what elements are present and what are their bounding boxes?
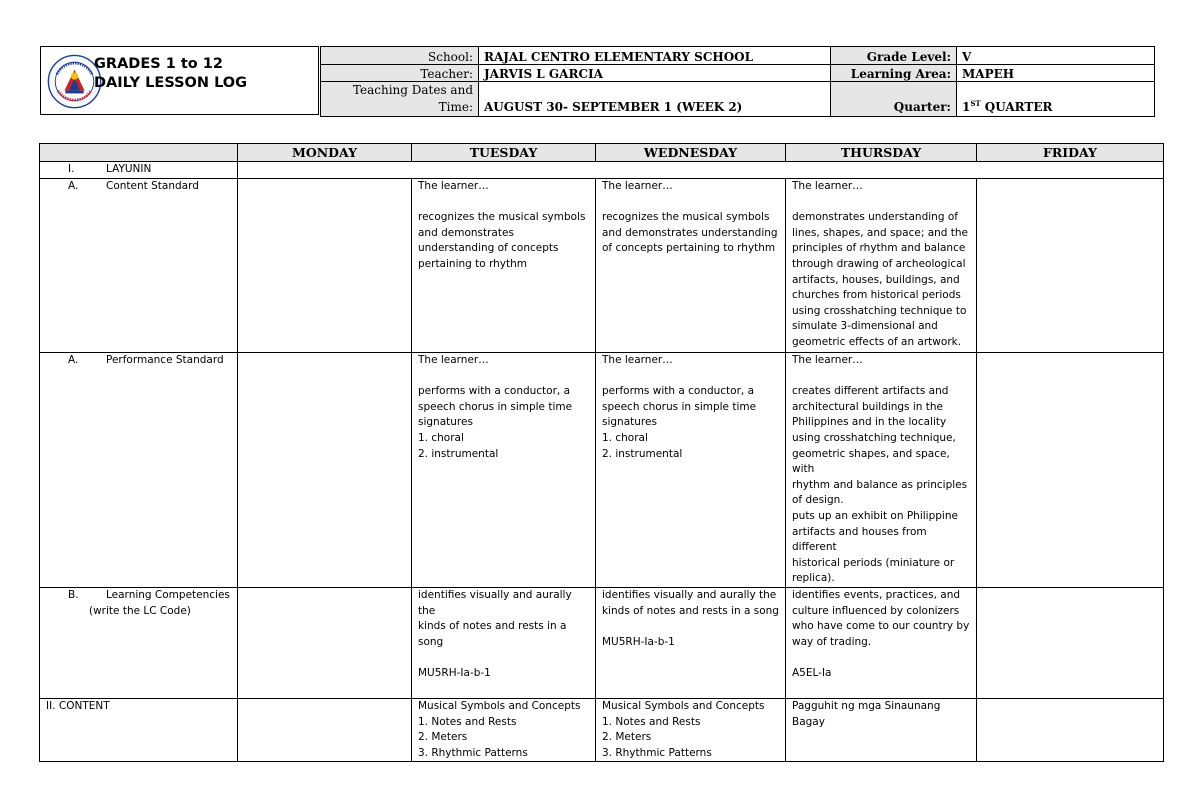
lesson-log-title-box (40, 46, 319, 115)
content-standard-wednesday-body: recognizes the musical symbols and demonstrates understanding of concepts pertaining to rhythm (602, 211, 778, 255)
layunin-span-cell (238, 162, 1164, 179)
content-standard-thursday-lead: The learner… (792, 180, 863, 192)
learning-competencies-num: B. (68, 588, 79, 601)
quarter-value (957, 82, 1155, 117)
performance-standard-friday (977, 353, 1164, 588)
teaching-dates-label-line2: Time: (438, 100, 473, 114)
learning-competencies-row (40, 587, 1164, 698)
learning-competencies-label (40, 587, 238, 698)
school-label: School: (321, 47, 479, 65)
learning-area-value: MAPEH (957, 65, 1155, 82)
day-header-monday: MONDAY (238, 144, 412, 162)
learning-competencies-tuesday-body: identifies visually and aurally the kinds of notes and rests in a song (418, 588, 572, 648)
teaching-dates-value: AUGUST 30- SEPTEMBER 1 (WEEK 2) (479, 82, 831, 117)
quarter-suffix: ST (970, 99, 981, 108)
performance-standard-label (40, 353, 238, 588)
teaching-dates-label-line1: Teaching Dates and (352, 83, 473, 97)
teacher-label: Teacher: (321, 65, 479, 82)
learning-competencies-wednesday-code: MU5RH-Ia-b-1 (602, 635, 675, 648)
content-standard-tuesday-body: recognizes the musical symbols and demonstrates understanding of concepts pertaining to rhythm (418, 211, 586, 270)
day-header-friday: FRIDAY (977, 144, 1164, 162)
content-standard-num: A. (68, 180, 79, 192)
performance-standard-wednesday (596, 353, 786, 588)
layunin-num: I. (68, 163, 75, 175)
performance-standard-thursday-lead: The learner… (792, 354, 863, 366)
content-standard-text: Content Standard (106, 180, 199, 192)
layunin-row (40, 162, 1164, 179)
performance-standard-thursday (786, 353, 977, 588)
content-tuesday: Musical Symbols and Concepts 1. Notes and Rests 2. Meters 3. Rhythmic Patterns (412, 698, 596, 761)
quarter-label: Quarter: (831, 82, 957, 117)
performance-standard-tuesday (412, 353, 596, 588)
school-value: RAJAL CENTRO ELEMENTARY SCHOOL (479, 47, 831, 65)
title-daily-lesson-log: DAILY LESSON LOG (94, 75, 248, 91)
lesson-info-table (320, 46, 1155, 117)
learning-competencies-tuesday (412, 587, 596, 698)
day-header-tuesday: TUESDAY (412, 144, 596, 162)
performance-standard-monday (238, 353, 412, 588)
layunin-label (40, 162, 238, 179)
learning-competencies-thursday-code: A5EL-Ia (792, 666, 832, 679)
content-friday (977, 698, 1164, 761)
content-standard-thursday (786, 179, 977, 353)
performance-standard-tuesday-lead: The learner… (418, 354, 489, 366)
performance-standard-text: Performance Standard (106, 354, 224, 366)
performance-standard-row (40, 353, 1164, 588)
quarter-word: QUARTER (980, 100, 1053, 114)
content-label: II. CONTENT (40, 698, 238, 761)
content-standard-tuesday (412, 179, 596, 353)
performance-standard-num: A. (68, 354, 79, 366)
performance-standard-wednesday-body: performs with a conductor, a speech chorus in simple time signatures 1. choral 2. instrumental (602, 385, 757, 460)
content-row (40, 698, 1164, 761)
day-header-blank (40, 144, 238, 162)
learning-competencies-monday (238, 587, 412, 698)
learning-competencies-wednesday (596, 587, 786, 698)
learning-competencies-text: Learning Competencies (106, 588, 230, 601)
learning-area-label: Learning Area: (831, 65, 957, 82)
learning-competencies-thursday-body: identifies events, practices, and culture influenced by colonizers who have come to our country by way of trading. (792, 588, 970, 648)
grade-level-value: V (957, 47, 1155, 65)
grade-level-label: Grade Level: (831, 47, 957, 65)
layunin-text: LAYUNIN (106, 163, 152, 175)
learning-competencies-wednesday-body: identifies visually and aurally the kinds of notes and rests in a song (602, 588, 779, 617)
day-header-row (40, 144, 1164, 162)
content-wednesday: Musical Symbols and Concepts 1. Notes and Rests 2. Meters 3. Rhythmic Patterns (596, 698, 786, 761)
teaching-dates-label (321, 82, 479, 117)
learning-competencies-friday (977, 587, 1164, 698)
learning-competencies-thursday (786, 587, 977, 698)
content-standard-tuesday-lead: The learner… (418, 180, 489, 192)
performance-standard-wednesday-lead: The learner… (602, 354, 673, 366)
daily-lesson-grid (39, 143, 1164, 762)
content-standard-wednesday-lead: The learner… (602, 180, 673, 192)
content-standard-monday (238, 179, 412, 353)
day-header-wednesday: WEDNESDAY (596, 144, 786, 162)
content-standard-label (40, 179, 238, 353)
performance-standard-thursday-body: creates different artifacts and architectural buildings in the Philippines and in the locality using crosshatching technique, geometric shapes, and space, with rhythm and balance as principles of design. puts up an exhibit on Philippine artifacts and houses from different historical periods (miniature or replica). (792, 385, 968, 585)
learning-competencies-tuesday-code: MU5RH-Ia-b-1 (418, 666, 491, 679)
day-header-thursday: THURSDAY (786, 144, 977, 162)
learning-competencies-subtext: (write the LC Code) (89, 604, 191, 617)
content-standard-friday (977, 179, 1164, 353)
content-monday (238, 698, 412, 761)
title-grades: GRADES 1 to 12 (94, 56, 223, 72)
quarter-number: 1 (962, 100, 971, 114)
teacher-value: JARVIS L GARCIA (479, 65, 831, 82)
content-standard-row (40, 179, 1164, 353)
content-standard-wednesday (596, 179, 786, 353)
performance-standard-tuesday-body: performs with a conductor, a speech chorus in simple time signatures 1. choral 2. instrumental (418, 385, 573, 460)
content-thursday: Pagguhit ng mga Sinaunang Bagay (786, 698, 977, 761)
content-standard-thursday-body: demonstrates understanding of lines, shapes, and space; and the principles of rhythm and balance through drawing of archeological artifacts, houses, buildings, and churches from historical periods using crosshatching technique to simulate 3-dimensional and geometric effects of an artwork. (792, 211, 969, 348)
